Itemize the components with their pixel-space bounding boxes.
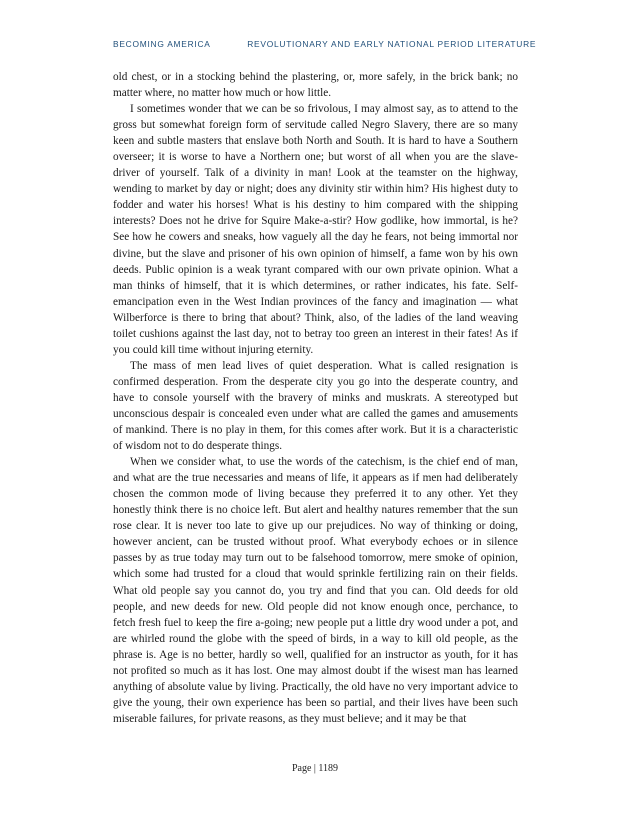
paragraph-continued: old chest, or in a stocking behind the plastering, or, more safely, in the brick bank; no matter where, no matter how much or how little. [113, 71, 518, 100]
paragraph-chief-end-of-man: When we consider what, to use the words of the catechism, is the chief end of man, and what are the true necessaries and means of life, it appears as if men had deliberately chosen the common mode of living because they preferred it to any other. Yet they honestly think there is no choice left. But alert and healthy natures remember that the sun rose clear. It is never too late to give up our prejudices. No way of thinking or doing, however ancient, can be trusted without proof. What everybody echoes or in silence passes by as true today may turn out to be falsehood tomorrow, mere smoke of opinion, which some had trusted for a cloud that would sprinkle fertilizing rain on their fields. What old people say you cannot do, you try and find that you can. Old deeds for old people, and new deeds for new. Old people did not know enough once, perchance, to fetch fresh fuel to keep the fire a-going; new people put a little dry wood under a pot, and are whirled round the globe with the speed of birds, in a way to kill old people, as the phrase is. Age is no better, hardly so well, qualified for an instructor as youth, for it has not profited so much as it has lost. One may almost doubt if the wisest man has learned anything of absolute value by living. Practically, the old have no very important advice to give the young, their own experience has been so partial, and their lives have been such miserable failures, for private reasons, as they must believe; and it may be that [113, 456, 518, 725]
section-title: REVOLUTIONARY AND EARLY NATIONAL PERIOD LITERATURE [247, 39, 537, 49]
book-title: BECOMING AMERICA [113, 39, 211, 49]
body-text [113, 69, 518, 727]
running-header [113, 39, 536, 49]
page-footer [0, 763, 630, 774]
paragraph-slavery: I sometimes wonder that we can be so frivolous, I may almost say, as to attend to the gross but somewhat foreign form of servitude called Negro Slavery, there are so many keen and subtle masters that enslave both North and South. It is hard to have a Southern overseer; it is worse to have a Northern one; but worst of all when you are the slave-driver of yourself. Talk of a divinity in man! Look at the teamster on the highway, wending to market by day or night; does any divinity stir within him? His highest duty to fodder and water his horses! What is his destiny to him compared with the shipping interests? Does not he drive for Squire Make-a-stir? How godlike, how immortal, is he? See how he cowers and sneaks, how vaguely all the day he fears, not being immortal nor divine, but the slave and prisoner of his own opinion of himself, a fame won by his own deeds. Public opinion is a weak tyrant compared with our own private opinion. What a man thinks of himself, that it is which determines, or rather indicates, his fate. Self-emancipation even in the West Indian provinces of the fancy and imagination — what Wilberforce is there to bring that about? Think, also, of the ladies of the land weaving toilet cushions against the last day, not to betray too green an interest in their fates! As if you could kill time without injuring eternity. [113, 103, 518, 356]
page-number: Page | 1189 [291, 763, 339, 774]
paragraph-quiet-desperation: The mass of men lead lives of quiet desperation. What is called resignation is confirmed desperation. From the desperate city you go into the desperate country, and have to console yourself with the bravery of minks and muskrats. A stereotyped but unconscious despair is concealed even under what are called the games and amusements of mankind. There is no play in them, for this comes after work. But it is a characteristic of wisdom not to do desperate things. [113, 359, 518, 453]
